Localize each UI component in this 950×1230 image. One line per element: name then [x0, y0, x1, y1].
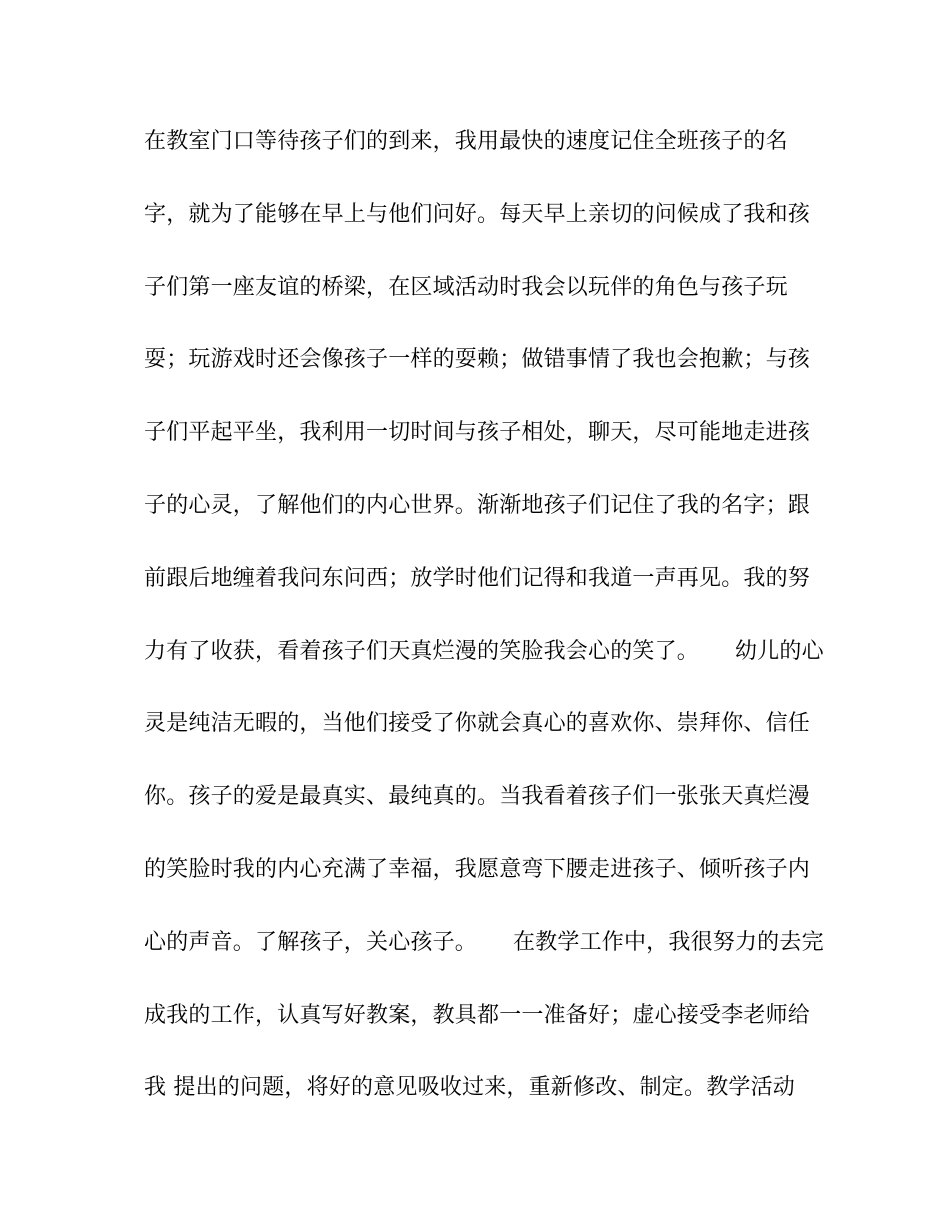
- text-line: 耍；玩游戏时还会像孩子一样的耍赖；做错事情了我也会抱歉；与孩: [144, 347, 811, 373]
- text-line: 在教室门口等待孩子们的到来，我用最快的速度记住全班孩子的名: [144, 129, 788, 154]
- text-line: 力有了收获，看着孩子们天真烂漫的笑脸我会心的笑了。 幼儿的心: [144, 638, 824, 664]
- body-text: [144, 124, 824, 1143]
- text-line: 心的声音。了解孩子，关心孩子。 在教学工作中，我很努力的去完: [144, 929, 824, 955]
- text-line: 子的心灵，了解他们的内心世界。渐渐地孩子们记住了我的名字；跟: [144, 492, 811, 518]
- text-line: 灵是纯洁无暇的，当他们接受了你就会真心的喜欢你、崇拜你、信任: [144, 711, 811, 737]
- text-line: 前跟后地缠着我问东问西；放学时他们记得和我道一声再见。我的努: [144, 565, 811, 591]
- text-line: 你。孩子的爱是最真实、最纯真的。当我看着孩子们一张张天真烂漫: [144, 784, 811, 810]
- text-line: 的笑脸时我的内心充满了幸福，我愿意弯下腰走进孩子、倾听孩子内: [144, 856, 811, 882]
- text-line: 我 提出的问题，将好的意见吸收过来，重新修改、制定。教学活动: [144, 1075, 795, 1101]
- text-line: 子们第一座友谊的桥梁，在区域活动时我会以玩伴的角色与孩子玩: [144, 274, 788, 300]
- text-line: 字，就为了能够在早上与他们问好。每天早上亲切的问候成了我和孩: [144, 201, 811, 227]
- text-line: 成我的工作，认真写好教案，教具都一一准备好；虚心接受李老师给: [144, 1002, 811, 1028]
- text-line: 子们平起平坐，我利用一切时间与孩子相处，聊天，尽可能地走进孩: [144, 420, 811, 446]
